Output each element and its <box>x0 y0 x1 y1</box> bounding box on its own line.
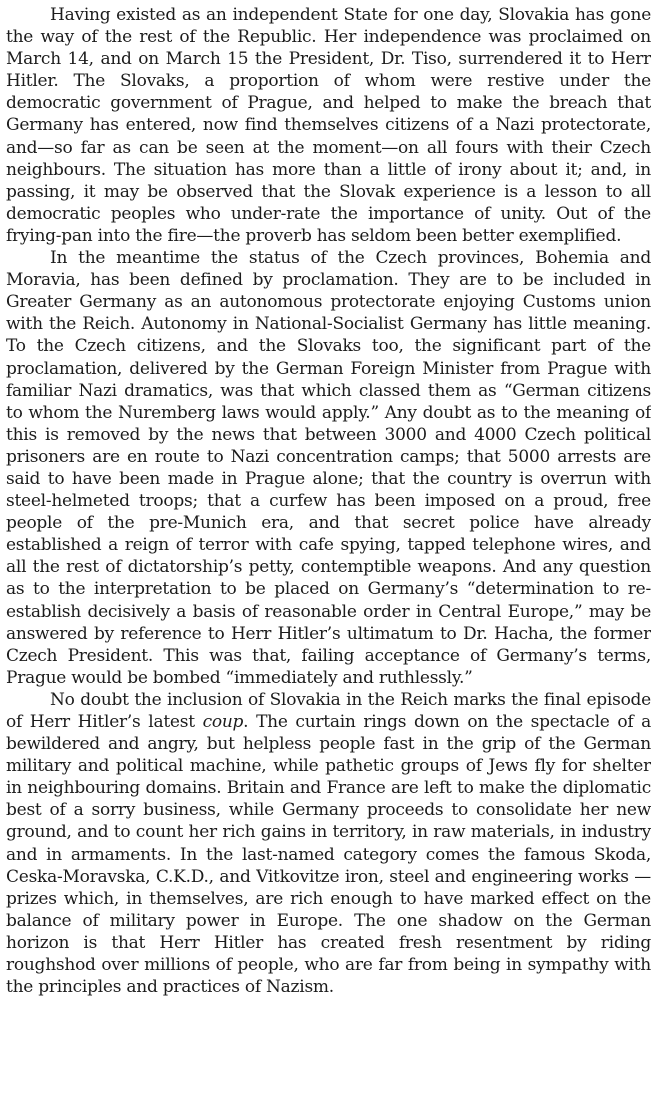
paragraph-text: . The curtain rings down on the spectacle of a bewildered and angry, but helpless people fast in the grip of the German military and political machine, while pathetic groups of Jews fly for shelter in neighbouring domains. Britain and France are left to make the diplomatic best of a sorry business, while Germany proceeds to consolidate her new ground, and to count her rich gains in territory, in raw materials, in industry and in armaments. In the last-named category comes the famous Skoda, Ceska-Moravska, C.K.D., and Vitkovitze iron, steel and engineering works —prizes which, in themselves, are rich enough to have marked effect on the balance of military power in Europe. The one shadow on the German horizon is that Herr Hitler has created fresh resentment by riding roughshod over millions of people, who are far from being in sympathy with the principles and practices of Nazism. <box>6 712 651 998</box>
paragraph-text: In the meantime the status of the Czech provinces, Bohemia and Moravia, has been defined by proclamation. They are to be included in Greater Germany as an autonomous protectorate enjoying Customs union with the Reich. Autonomy in National-Socialist Germany has little meaning. To the Czech citizens, and the Slovaks too, the significant part of the proclamation, delivered by the German Foreign Minister from Prague with familiar Nazi dramatics, was that which classed them as “German citizens to whom the Nuremberg laws would apply.” Any doubt as to the meaning of this is removed by the news that between 3000 and 4000 Czech political prisoners are en route to Nazi concentration camps; that 5000 arrests are said to have been made in Prague alone; that the country is overrun with steel-helmeted troops; that a curfew has been imposed on a proud, free people of the pre-Munich era, and that secret police have already established a reign of terror with cafe spying, tapped telephone wires, and all the rest of dictatorship’s petty, contemptible weapons. And any question as to the interpretation to be placed on Germany’s “determination to re-establish decisively a basis of reasonable order in Central Europe,” may be answered by reference to Herr Hitler’s ultimatum to Dr. Hacha, the former Czech President. This was that, failing acceptance of Germany’s terms, Prague would be bombed “immediately and ruthlessly.” <box>6 248 651 688</box>
paragraph-czech-provinces <box>6 247 651 689</box>
paragraph-text: No doubt the inclusion of Slovakia in the Reich marks the final episode of Herr Hitler’s latest <box>6 689 651 732</box>
italic-word: coup <box>202 712 244 732</box>
paragraph-text: Having existed as an independent State for one day, Slovakia has gone the way of the rest of the Republic. Her independence was proclaimed on March 14, and on March 15 the President, Dr. Tiso, surrendered it to Herr Hitler. The Slovaks, a proportion of whom were restive under the democratic government of Prague, and helped to make the breach that Germany has entered, now find themselves citizens of a Nazi protectorate, and—so far as can be seen at the moment—on all fours with their Czech neighbours. The situation has more than a little of irony about it; and, in passing, it may be observed that the Slovak experience is a lesson to all democratic peoples who under-rate the importance of unity. Out of the frying-pan into the fire—the proverb has seldom been better exemplified. <box>6 5 651 246</box>
paragraph-slovakia-independence <box>6 4 651 247</box>
newspaper-article <box>6 4 651 1090</box>
paragraph-hitler-coup <box>6 689 651 998</box>
